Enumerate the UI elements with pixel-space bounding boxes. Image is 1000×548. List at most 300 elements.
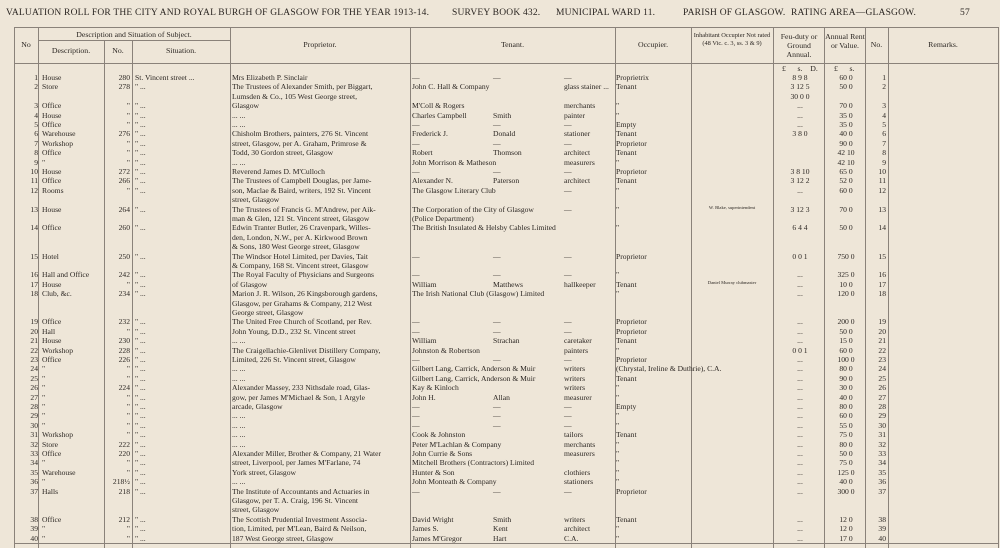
entry-tenant-occupation: writers xyxy=(564,373,586,383)
entry-situation: " ... xyxy=(135,383,146,393)
entry-number: 30 xyxy=(30,420,38,430)
entry-number: 22 xyxy=(30,345,38,355)
entry-occupier: Proprietor xyxy=(616,251,647,261)
entry-occupier: " xyxy=(616,477,620,487)
col-tenant: Tenant. xyxy=(500,40,525,49)
entry-feu-duty: ... xyxy=(797,364,803,374)
entry-number: 27 xyxy=(30,392,38,402)
col-desc-group: Description and Situation of Subject. xyxy=(76,30,192,39)
col-annual-rent: Annual Rent or Value. xyxy=(825,32,865,50)
entry-proprietor: Mrs Elizabeth P. Sinclair xyxy=(232,73,308,82)
entry-description: House xyxy=(42,73,62,82)
entry-situation: " ... xyxy=(135,251,146,261)
entry-tenant-name: — xyxy=(412,270,420,280)
entry-street-number: 218 xyxy=(118,486,130,496)
entry-description: Store xyxy=(42,82,59,92)
entry-situation: " ... xyxy=(135,185,146,195)
entry-proprietor: street, Liverpool, per James M'Farlane, 74 xyxy=(232,458,361,468)
entry-annual-rent: 40 0 xyxy=(839,392,853,402)
parish: PARISH OF GLASGOW. xyxy=(683,8,786,18)
entry-tenant-occupation: — xyxy=(564,326,572,336)
entry-proprietor: The Institute of Accountants and Actuaries in xyxy=(232,486,370,496)
entry-tenant-occupation: glass stainer ... xyxy=(564,82,609,92)
entry-tenant-name: Cook & Johnston xyxy=(412,430,466,440)
entry-tenant-name: — xyxy=(412,251,420,261)
entry-situation: " ... xyxy=(135,411,146,421)
entry-tenant-surname: Allan xyxy=(493,392,510,402)
entry-street-number: 250 xyxy=(118,251,130,261)
entry-street-number: " xyxy=(126,120,130,129)
entry-annual-rent: 15 0 xyxy=(839,336,853,346)
entry-description: Workshop xyxy=(42,345,74,355)
entry-situation: " ... xyxy=(135,467,146,477)
entry-description: Warehouse xyxy=(42,129,76,139)
entry-number-right: 13 xyxy=(878,204,886,214)
entry-number: 7 xyxy=(34,138,38,148)
entry-number-right: 21 xyxy=(878,336,886,346)
entry-number-right: 17 xyxy=(878,279,886,289)
entry-description: " xyxy=(42,402,46,411)
entry-annual-rent: 42 10 xyxy=(837,148,855,158)
entry-description: Workshop xyxy=(42,138,74,148)
entry-number-right: 37 xyxy=(878,486,886,496)
survey-book: SURVEY BOOK 432. xyxy=(452,8,541,18)
entry-occupier: " xyxy=(616,411,620,421)
entry-number: 21 xyxy=(30,336,38,346)
entry-number-right: 11 xyxy=(878,176,886,186)
entry-proprietor: The Windsor Hotel Limited, per Davies, Tait xyxy=(232,251,368,261)
entry-tenant-name: Robert xyxy=(412,148,433,158)
entry-tenant-name: Peter M'Lachlan & Company xyxy=(412,439,502,449)
entry-tenant-name: Gilbert Lang, Carrick, Anderson & Muir xyxy=(412,364,536,374)
entry-proprietor: ... ... xyxy=(232,157,246,167)
entry-annual-rent: 75 0 xyxy=(839,430,853,440)
entry-annual-rent: 50 0 xyxy=(839,82,853,92)
entry-feu-duty: ... xyxy=(797,317,803,327)
entry-tenant-surname: Strachan xyxy=(493,336,520,346)
entry-street-number: " xyxy=(126,279,130,289)
col-inhabitant: Inhabitant Occupier Not rated (48 Vic. c. 3, ss. 3 & 9) xyxy=(693,32,771,47)
entry-number: 12 xyxy=(30,185,38,195)
entry-number: 24 xyxy=(30,364,38,374)
entry-feu-duty: ... xyxy=(797,402,803,411)
entry-tenant-surname: — xyxy=(493,326,501,336)
entry-street-number: 260 xyxy=(118,223,130,233)
entry-annual-rent: 42 10 xyxy=(837,157,855,167)
entry-proprietor: Glasgow, per T. A. Craig, 196 St. Vincent xyxy=(232,496,359,505)
entry-occupier: " xyxy=(616,185,620,195)
entry-street-number: " xyxy=(126,148,130,158)
entry-annual-rent: 30 0 xyxy=(839,383,853,393)
entry-tenant-occupation: caretaker xyxy=(564,336,592,346)
entry-feu-duty: 0 0 1 xyxy=(792,345,808,355)
entry-street-number: 272 xyxy=(118,167,130,176)
entry-tenant-name: James S. xyxy=(412,524,439,534)
entry-annual-rent: 90 0 xyxy=(839,373,853,383)
entry-feu-duty: ... xyxy=(797,467,803,477)
entry-tenant-name: Mitchell Brothers (Contractors) Limited xyxy=(412,458,535,468)
entry-feu-duty: ... xyxy=(797,514,803,524)
entry-number-right: 30 xyxy=(878,420,886,430)
entry-description: " xyxy=(42,411,46,421)
entry-street-number: " xyxy=(126,373,130,383)
entry-feu-duty: ... xyxy=(797,101,803,111)
entry-number-right: 26 xyxy=(878,383,886,393)
entry-feu-duty: 3 12 5 xyxy=(790,82,810,92)
entry-number: 26 xyxy=(30,383,38,393)
entry-number: 18 xyxy=(30,289,38,299)
entry-proprietor: Glasgow, per Grahams & Company, 212 West xyxy=(232,298,372,308)
entry-occupier: Tenant xyxy=(616,430,637,440)
entry-tenant-name: John H. xyxy=(412,392,436,402)
entry-description: Office xyxy=(42,101,62,111)
entry-tenant-occupation: stationer xyxy=(564,129,591,139)
entry-tenant-name: The Irish National Club (Glasgow) Limited xyxy=(412,289,545,299)
entry-tenant-occupation: measurers xyxy=(564,449,595,458)
entry-situation: " ... xyxy=(135,345,146,355)
entry-proprietor: ... ... xyxy=(232,110,246,120)
entry-number-right: 27 xyxy=(878,392,886,402)
entry-number-right: 34 xyxy=(878,458,886,468)
entry-situation: " ... xyxy=(135,355,146,364)
entry-number: 4 xyxy=(34,110,38,120)
entry-number-right: 1 xyxy=(882,73,886,82)
entry-situation: " ... xyxy=(135,279,146,289)
entry-street-number: 264 xyxy=(118,204,130,214)
entry-feu-duty: ... xyxy=(797,355,803,364)
entry-description: " xyxy=(42,533,46,543)
entry-number: 25 xyxy=(30,373,38,383)
entry-proprietor: The Trustees of Campbell Douglas, per Jame- xyxy=(232,176,372,186)
col-remarks: Remarks. xyxy=(928,40,958,49)
entry-tenant-name: Gilbert Lang, Carrick, Anderson & Muir xyxy=(412,373,536,383)
entry-annual-rent: 125 0 xyxy=(837,467,855,477)
entry-feu-duty: ... xyxy=(797,120,803,129)
entry-description: Office xyxy=(42,223,62,233)
entry-tenant-surname: — xyxy=(493,270,501,280)
entry-occupier: Empty xyxy=(616,402,637,411)
entry-situation: " ... xyxy=(135,167,146,176)
entry-annual-rent: 80 0 xyxy=(839,364,853,374)
entry-occupier: " xyxy=(616,449,620,458)
entry-feu-duty: ... xyxy=(797,458,803,468)
entry-annual-rent: 60 0 xyxy=(839,185,853,195)
entry-annual-rent: 80 0 xyxy=(839,439,853,449)
entry-number: 6 xyxy=(34,129,38,139)
entry-tenant-name: John C. Hall & Company xyxy=(412,82,490,92)
entry-proprietor: arcade, Glasgow xyxy=(232,402,283,411)
entry-tenant-occupation: painters xyxy=(564,345,589,355)
entry-proprietor: street, Glasgow, per A. Graham, Primrose & xyxy=(232,138,367,148)
entry-tenant-name: William xyxy=(412,336,437,346)
entry-tenant-name: — xyxy=(412,326,420,336)
entry-tenant-surname: — xyxy=(493,251,501,261)
entry-proprietor: Chisholm Brothers, painters, 276 St. Vincent xyxy=(232,129,369,139)
col-situation: Situation. xyxy=(165,46,197,55)
entry-situation: " ... xyxy=(135,326,146,336)
entry-occupier: Tenant xyxy=(616,176,637,186)
entry-description: Rooms xyxy=(42,185,64,195)
entry-occupier: Tenant xyxy=(616,514,637,524)
entry-tenant-name: The Glasgow Literary Club xyxy=(412,185,496,195)
entry-tenant-occupation: — xyxy=(564,167,572,176)
entry-number: 17 xyxy=(30,279,38,289)
entry-street-number: 278 xyxy=(118,82,130,92)
entry-proprietor: The Trustees of Francis G. M'Andrew, per Aik- xyxy=(232,204,376,214)
entry-tenant-name: (Police Department) xyxy=(412,214,474,223)
entry-tenant-name: David Wright xyxy=(412,514,454,524)
entry-number-right: 25 xyxy=(878,373,886,383)
entry-street-number: " xyxy=(126,392,130,402)
entry-tenant-name: — xyxy=(412,355,420,364)
entry-tenant-surname: — xyxy=(493,120,501,129)
entry-number-right: 35 xyxy=(878,467,886,477)
entry-description: Hall and Office xyxy=(42,270,90,280)
entry-number-right: 18 xyxy=(878,289,886,299)
entry-proprietor: The Craigellachie-Glenlivet Distillery Company, xyxy=(232,345,381,355)
entry-feu-duty: ... xyxy=(797,289,803,299)
entry-occupier: Tenant xyxy=(616,148,637,158)
entry-number: 19 xyxy=(30,317,38,327)
entry-number: 2 xyxy=(34,82,38,92)
entry-tenant-occupation: merchants xyxy=(564,439,596,449)
entry-tenant-name: John Morrison & Matheson xyxy=(412,157,497,167)
entry-occupier: " xyxy=(616,392,620,402)
entry-number: 16 xyxy=(30,270,38,280)
entry-street-number: " xyxy=(126,157,130,167)
entry-proprietor: Lumsden & Co., 105 West George street, xyxy=(232,91,358,101)
entry-number-right: 8 xyxy=(882,148,886,158)
entry-situation: St. Vincent street ... xyxy=(135,73,195,82)
col-no-right: No. xyxy=(870,40,883,49)
entry-tenant-name: Charles Campbell xyxy=(412,110,467,120)
entry-street-number: 266 xyxy=(118,176,130,186)
entry-street-number: " xyxy=(126,533,130,543)
entry-feu-duty: ... xyxy=(797,524,803,534)
entry-annual-rent: 12 0 xyxy=(839,524,853,534)
entry-proprietor: ... ... xyxy=(232,477,246,487)
entry-tenant-name: — xyxy=(412,73,420,82)
entry-feu-duty: 3 12 2 xyxy=(790,176,810,186)
entry-feu-duty: ... xyxy=(797,420,803,430)
entry-description: Office xyxy=(42,514,62,524)
entry-tenant-occupation: — xyxy=(564,402,572,411)
entry-annual-rent: 80 0 xyxy=(839,402,853,411)
entry-tenant-occupation: architect xyxy=(564,524,591,534)
entry-occupier: " xyxy=(616,204,620,214)
entry-street-number: " xyxy=(126,458,130,468)
entry-occupier: " xyxy=(616,439,620,449)
entry-description: Halls xyxy=(42,486,59,496)
entry-proprietor: The Trustees of Alexander Smith, per Biggart, xyxy=(232,82,373,92)
entry-proprietor: York street, Glasgow xyxy=(232,467,296,477)
entry-tenant-name: — xyxy=(412,420,420,430)
entry-street-number: " xyxy=(126,411,130,421)
entry-proprietor: Limited, 226 St. Vincent street, Glasgow xyxy=(232,355,356,364)
entry-annual-rent: 50 0 xyxy=(839,223,853,233)
entry-feu-duty: ... xyxy=(797,411,803,421)
entry-annual-rent: 40 0 xyxy=(839,129,853,139)
entry-annual-rent: 50 0 xyxy=(839,449,853,458)
entry-feu-duty: ... xyxy=(797,270,803,280)
entry-feu-duty: 3 8 0 xyxy=(792,129,808,139)
entry-number: 11 xyxy=(30,176,38,186)
entry-situation: " ... xyxy=(135,223,146,233)
entry-description: " xyxy=(42,420,46,430)
entry-street-number: 218½ xyxy=(112,477,130,487)
rating-area: RATING AREA—GLASGOW. xyxy=(791,8,917,18)
entry-tenant-surname: — xyxy=(493,73,501,82)
entry-tenant-occupation: — xyxy=(564,355,572,364)
entry-tenant-occupation: tailors xyxy=(564,430,583,440)
entry-description: Office xyxy=(42,148,62,158)
entry-street-number: " xyxy=(126,185,130,195)
entry-occupier: " xyxy=(616,533,620,543)
entry-tenant-name: John Monteath & Company xyxy=(412,477,497,487)
entry-description: Store xyxy=(42,439,59,449)
entry-tenant-name: Hunter & Son xyxy=(412,467,455,477)
entry-situation: " ... xyxy=(135,157,146,167)
entry-street-number: 226 xyxy=(118,355,130,364)
col-feu-duty: Feu-duty or Ground Annual. xyxy=(780,32,818,59)
entry-feu-duty: ... xyxy=(797,326,803,336)
entry-proprietor: Reverend James D. M'Culloch xyxy=(232,167,325,176)
entry-proprietor: street, Glasgow xyxy=(232,505,280,515)
entry-tenant-occupation: architect xyxy=(564,176,591,186)
entry-situation: " ... xyxy=(135,336,146,346)
entry-tenant-occupation: architect xyxy=(564,148,591,158)
entry-proprietor: ... ... xyxy=(232,420,246,430)
entry-number: 5 xyxy=(34,120,38,129)
entry-tenant-occupation: — xyxy=(564,204,572,214)
entry-inhabitant-occupier: W. Blake, superintendent xyxy=(708,204,756,210)
entry-street-number: 220 xyxy=(118,449,130,458)
entry-number-right: 19 xyxy=(878,317,886,327)
entry-occupier: (Chrystal, Ireline & Duthrie), C.A. xyxy=(616,364,722,374)
entry-occupier: Proprietor xyxy=(616,138,647,148)
entry-street-number: 232 xyxy=(118,317,130,327)
entry-number-right: 3 xyxy=(882,101,886,111)
entry-situation: " ... xyxy=(135,458,146,468)
entry-street-number: 276 xyxy=(118,129,130,139)
entry-number-right: 22 xyxy=(878,345,886,355)
entry-number-right: 6 xyxy=(882,129,886,139)
entry-tenant-occupation: stationers xyxy=(564,477,594,487)
entry-number-right: 38 xyxy=(878,514,886,524)
entry-description: Hotel xyxy=(42,251,59,261)
entry-proprietor: ... ... xyxy=(232,411,246,421)
entry-tenant-occupation: writers xyxy=(564,383,586,393)
col-occupier: Occupier. xyxy=(637,40,669,49)
entry-proprietor: of Glasgow xyxy=(232,279,268,289)
entry-tenant-occupation: — xyxy=(564,486,572,496)
entry-street-number: 224 xyxy=(118,383,130,393)
entry-description: Hall xyxy=(42,326,56,336)
entry-occupier: " xyxy=(616,420,620,430)
entry-situation: " ... xyxy=(135,120,146,129)
entry-occupier: Proprietor xyxy=(616,326,647,336)
entry-proprietor: man & Glen, 121 St. Vincent street, Glasgow xyxy=(232,214,370,223)
entry-street-number: 228 xyxy=(118,345,130,355)
entry-tenant-name: — xyxy=(412,120,420,129)
entry-feu-duty: ... xyxy=(797,279,803,289)
annual-shillings-label: s. xyxy=(849,64,855,73)
entry-proprietor: Edwin Tranter Butler, 26 Cravenpark, Willes- xyxy=(232,223,371,233)
entry-proprietor: street, Glasgow xyxy=(232,195,280,205)
table-row xyxy=(0,534,1000,544)
entry-street-number: 212 xyxy=(118,514,130,524)
entry-street-number: 280 xyxy=(118,73,130,82)
entry-proprietor: ... ... xyxy=(232,120,246,129)
entry-proprietor: den, London, N.W., per A. Kirkwood Brown xyxy=(232,232,368,242)
entry-situation: " ... xyxy=(135,270,146,280)
entry-annual-rent: 750 0 xyxy=(837,251,855,261)
entry-description: Office xyxy=(42,120,62,129)
entry-annual-rent: 120 0 xyxy=(837,289,855,299)
entry-feu-duty: ... xyxy=(797,430,803,440)
entry-tenant-surname: Hart xyxy=(493,533,507,543)
entry-number-right: 5 xyxy=(882,120,886,129)
entry-situation: " ... xyxy=(135,317,146,327)
entry-street-number: " xyxy=(126,524,130,534)
entry-tenant-surname: Paterson xyxy=(493,176,520,186)
entry-tenant-surname: Thomson xyxy=(493,148,522,158)
entry-annual-rent: 70 0 xyxy=(839,101,853,111)
col-description: Description. xyxy=(51,46,91,55)
entry-occupier: Tenant xyxy=(616,82,637,92)
annual-pounds-label: £ xyxy=(834,64,838,73)
entry-proprietor: Alexander Miller, Brother & Company, 21 Water xyxy=(232,449,382,458)
entry-tenant-occupation: hallkeeper xyxy=(564,279,596,289)
entry-tenant-name: The Corporation of the City of Glasgow xyxy=(412,204,534,214)
entry-description: House xyxy=(42,336,62,346)
entry-proprietor: ... ... xyxy=(232,430,246,440)
entry-tenant-surname: — xyxy=(493,411,501,421)
entry-tenant-name: William xyxy=(412,279,437,289)
entry-situation: " ... xyxy=(135,533,146,543)
entry-tenant-occupation: clothiers xyxy=(564,467,591,477)
entry-tenant-name: Frederick J. xyxy=(412,129,448,139)
entry-description: House xyxy=(42,279,62,289)
entry-annual-rent: 200 0 xyxy=(837,317,855,327)
entry-annual-rent: 70 0 xyxy=(839,204,853,214)
entry-number: 1 xyxy=(34,73,38,82)
entry-number: 36 xyxy=(30,477,38,487)
entry-proprietor: & Company, 168 St. Vincent street, Glasgow xyxy=(232,261,369,270)
entry-tenant-name: — xyxy=(412,138,420,148)
entry-number-right: 2 xyxy=(882,82,886,92)
entry-tenant-name: Kay & Kinloch xyxy=(412,383,459,393)
entry-annual-rent: 60 0 xyxy=(839,345,853,355)
entry-feu-duty: ... xyxy=(797,392,803,402)
entry-description: House xyxy=(42,110,62,120)
entry-feu-duty: ... xyxy=(797,336,803,346)
entry-tenant-surname: — xyxy=(493,486,501,496)
entry-annual-rent: 55 0 xyxy=(839,420,853,430)
entry-tenant-occupation: — xyxy=(564,185,572,195)
entry-street-number: 242 xyxy=(118,270,130,280)
entry-situation: " ... xyxy=(135,524,146,534)
entry-number: 23 xyxy=(30,355,38,364)
entry-number: 20 xyxy=(30,326,38,336)
entry-occupier: " xyxy=(616,458,620,468)
entry-number: 35 xyxy=(30,467,38,477)
entry-tenant-surname: Smith xyxy=(493,514,512,524)
entry-inhabitant-occupier: Daniel Murray clubmaster xyxy=(707,279,757,285)
entry-street-number: 222 xyxy=(118,439,130,449)
entry-tenant-occupation: measurer xyxy=(564,392,592,402)
entry-occupier: Proprietor xyxy=(616,167,647,176)
